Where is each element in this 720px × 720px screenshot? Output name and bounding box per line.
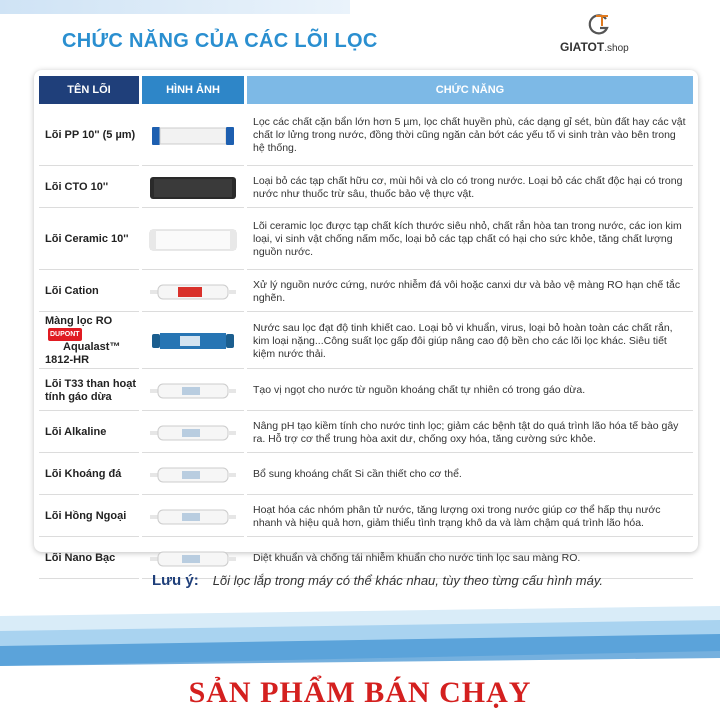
filter-function: Diệt khuẩn và chống tái nhiễm khuẩn cho nước tinh lọc sau màng RO. (247, 539, 693, 579)
filter-name (39, 314, 139, 369)
table-row (39, 210, 693, 270)
filter-name: Lõi Cation (39, 272, 139, 312)
filter-function: Nước sau lọc đạt độ tinh khiết cao. Loại bỏ vi khuẩn, virus, loại bỏ hoàn toàn các chất rắn, kim loại nặng...Công suất lọc gấp đôi giúp nâng cao độ bền cho các lõi lọc khác. Siêu tiết kiệm nước thải. (247, 314, 693, 369)
table-row (39, 413, 693, 453)
filter-name: Lõi PP 10'' (5 µm) (39, 106, 139, 166)
table-row (39, 371, 693, 411)
brand-logo (558, 12, 658, 62)
logo-g-icon (586, 12, 612, 38)
filter-function: Xử lý nguồn nước cứng, nước nhiễm đá vôi hoặc canxi dư và bảo vệ màng RO hạn chế tắc nghẽn. (247, 272, 693, 312)
table-row (39, 272, 693, 312)
table-row (39, 455, 693, 495)
inline-cartridge-icon (150, 550, 236, 568)
filter-name: Lõi Nano Bạc (39, 539, 139, 579)
top-accent-bar (0, 0, 350, 14)
table-row (39, 314, 693, 369)
filter-name: Lõi CTO 10'' (39, 168, 139, 208)
filter-name: Lõi Hồng Ngoại (39, 497, 139, 537)
dupont-badge: DUPONT (48, 328, 82, 341)
filter-function: Tạo vị ngọt cho nước từ nguồn khoáng chất tự nhiên có trong gáo dừa. (247, 371, 693, 411)
logo-text: GIATOT.shop (560, 40, 629, 54)
filter-function: Nâng pH tạo kiềm tính cho nước tinh lọc; giảm các bệnh tật do quá trình lão hóa tế bào gây ra. Hỗ trợ cơ thể trung hòa axit dư, chống oxy hóa, tăng cường sức khỏe. (247, 413, 693, 453)
inline-cartridge-icon (150, 382, 236, 400)
filter-image (142, 455, 244, 495)
table-header-row (39, 76, 693, 104)
filter-function: Hoạt hóa các nhóm phân tử nước, tăng lượng oxi trong nước giúp cơ thể hấp thụ nước nhanh và hiệu quả hơn, giảm thiểu tình trạng khô da và làm chậm quá trình lão hóa. (247, 497, 693, 537)
note (152, 572, 603, 589)
inline-cartridge-icon (150, 508, 236, 526)
ro-membrane-icon (150, 330, 236, 352)
filter-name: Lõi Ceramic 10'' (39, 210, 139, 270)
filter-image (142, 168, 244, 208)
ro-name-line2: Aqualast™ (63, 341, 121, 354)
inline-cartridge-icon (150, 466, 236, 484)
header-image: HÌNH ẢNH (142, 76, 244, 104)
filter-name: Lõi T33 than hoạt tính gáo dừa (39, 371, 139, 411)
filter-function: Lọc các chất cặn bẩn lớn hơn 5 µm, lọc chất huyền phù, các dạng gỉ sét, bùn đất hay các vật chất lơ lửng trong nước, đồng thời cũng ngăn cản bớt các yếu tố vi sinh tràn vào bên trong hệ thống. (247, 106, 693, 166)
header-function: CHỨC NĂNG (247, 76, 693, 104)
ro-name-line3: 1812-HR (45, 354, 90, 367)
cation-cartridge-icon (150, 283, 236, 301)
filter-table (36, 74, 696, 581)
filter-image (142, 314, 244, 369)
filter-image (142, 210, 244, 270)
filter-function: Lõi ceramic lọc được tạp chất kích thước siêu nhỏ, chất rắn hòa tan trong nước, các ion kim loại, vi sinh vật chống nấm mốc, loại bỏ các tạp chất có hại cho sức khỏe, tăng chất lượng nguồn nước. (247, 210, 693, 270)
filter-image (142, 413, 244, 453)
filter-name: Lõi Alkaline (39, 413, 139, 453)
ro-name-line1: Màng lọc RODUPONT (45, 315, 138, 341)
inline-cartridge-icon (150, 424, 236, 442)
page-title: CHỨC NĂNG CỦA CÁC LÕI LỌC (62, 30, 378, 52)
table-row (39, 168, 693, 208)
header-name: TÊN LÕI (39, 76, 139, 104)
carbon-cartridge-icon (148, 175, 238, 201)
filter-image (142, 272, 244, 312)
decorative-wave (0, 606, 720, 666)
table-row (39, 106, 693, 166)
ceramic-cartridge-icon (148, 228, 238, 252)
filter-image (142, 497, 244, 537)
footer-title: SẢN PHẨM BÁN CHẠY (188, 676, 532, 709)
note-label: Lưu ý: (152, 572, 199, 589)
pp-cartridge-icon (150, 125, 236, 147)
filter-function: Loại bỏ các tạp chất hữu cơ, mùi hôi và clo có trong nước. Loại bỏ các chất độc hại có trong nước như thuốc trừ sâu, thuốc bảo vệ thực vật. (247, 168, 693, 208)
note-text: Lõi lọc lắp trong máy có thể khác nhau, tùy theo từng cấu hình máy. (212, 573, 603, 588)
filter-image (142, 371, 244, 411)
filter-function: Bổ sung khoáng chất Si cần thiết cho cơ thể. (247, 455, 693, 495)
filter-image (142, 106, 244, 166)
filter-name: Lõi Khoáng đá (39, 455, 139, 495)
table-row (39, 497, 693, 537)
